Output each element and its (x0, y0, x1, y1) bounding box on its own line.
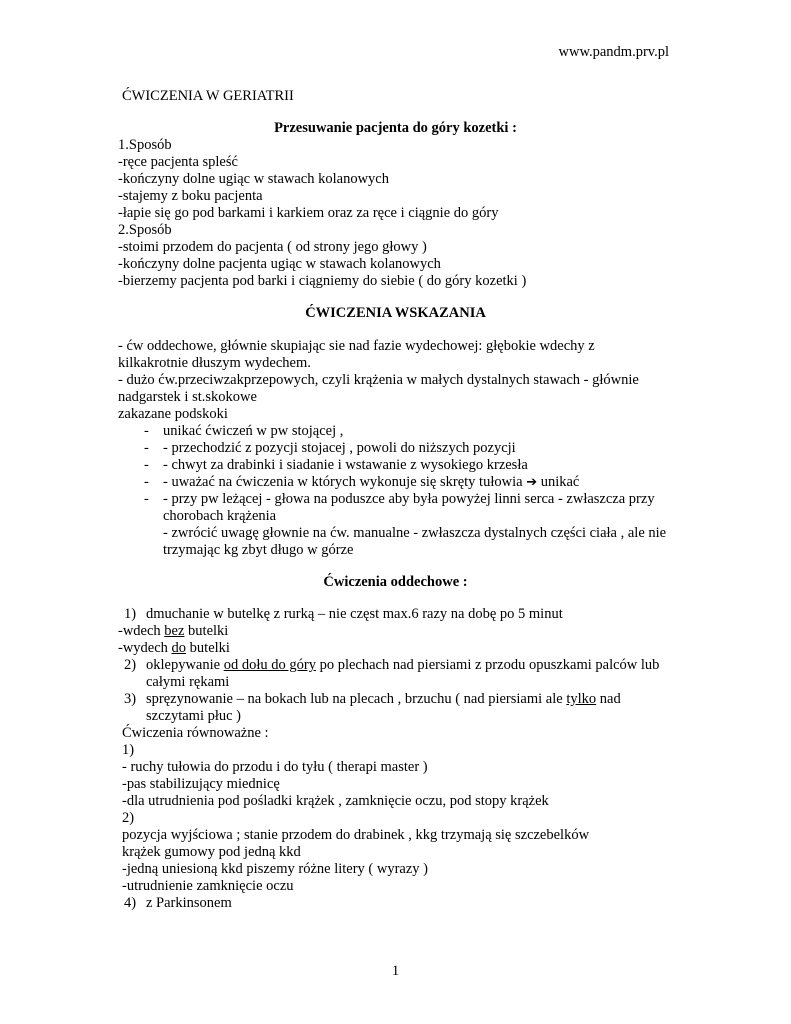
section-heading-moving-patient: Przesuwanie pacjenta do góry kozetki : (274, 120, 517, 136)
list-number: 2) (122, 810, 135, 826)
list-item (146, 691, 621, 708)
bullet-mark: - (144, 474, 149, 490)
list-number: 3) (124, 691, 137, 707)
text-span: nad (596, 691, 621, 707)
page-number: 1 (391, 963, 400, 979)
text-line: pozycja wyjściowa ; stanie przodem do drabinek , kkg trzymają się szczebelków (122, 827, 590, 843)
text-line: -stajemy z boku pacjenta (118, 188, 263, 204)
text-line: - ruchy tułowia do przodu i do tyłu ( therapi master ) (122, 759, 428, 775)
list-item-continuation: szczytami płuc ) (146, 708, 242, 724)
text-line: -utrudnienie zamknięcie oczu (122, 878, 294, 894)
text-line: -łapie się go pod barkami i karkiem oraz za ręce i ciągnie do góry (118, 205, 499, 221)
right-arrow-icon: ➔ (526, 475, 538, 490)
text-span: po plechach nad piersiami z przodu opuszkami palców lub (315, 657, 660, 673)
text-line: zakazane podskoki (118, 406, 228, 422)
list-item (118, 640, 230, 657)
text-line: kilkakrotnie dłuszym wydechem. (118, 355, 311, 371)
text-line: -stoimi przodem do pacjenta ( od strony jego głowy ) (118, 239, 427, 255)
text-line: -pas stabilizujący miednicę (122, 776, 280, 792)
bullet-item-continuation: - zwrócić uwagę głownie na ćw. manualne - zwłaszcza dystalnych części ciała , ale nie (163, 525, 667, 541)
bullet-item: - przy pw leżącej - głowa na poduszce aby była powyżej linni serca - zwłaszcza przy (163, 491, 655, 507)
underlined-text: od dołu do góry (223, 657, 316, 673)
text-span: butelki (184, 623, 229, 639)
list-number: 1) (124, 606, 137, 622)
text-line: -bierzemy pacjenta pod barki i ciągniemy do siebie ( do góry kozetki ) (118, 273, 527, 289)
underlined-text: bez (164, 623, 185, 639)
bullet-mark: - (144, 423, 149, 439)
bullet-item-text: - uważać na ćwiczenia w których wykonuje się skręty tułowia (163, 474, 523, 490)
section-heading-breathing: Ćwiczenia oddechowe : (323, 574, 468, 590)
bullet-item: unikać ćwiczeń w pw stojącej , (163, 423, 344, 439)
balance-title: Ćwiczenia równoważne : (122, 725, 269, 741)
text-span: oklepywanie (146, 657, 224, 673)
text-line: -jedną uniesioną kkd piszemy różne litery ( wyrazy ) (122, 861, 429, 877)
bullet-item-tail: unikać (537, 474, 580, 490)
text-span: -wdech (118, 623, 165, 639)
text-line: - ćw oddechowe, głównie skupiając sie nad fazie wydechowej: głębokie wdechy z (118, 338, 595, 354)
text-line: -ręce pacjenta spleść (118, 154, 238, 170)
bullet-item-continuation: trzymając kg zbyt długo w górze (163, 542, 354, 558)
bullet-item (163, 474, 579, 491)
underlined-text: tylko (566, 691, 597, 707)
list-item: dmuchanie w butelkę z rurką – nie częst max.6 razy na dobę po 5 minut (146, 606, 563, 622)
text-line: 1.Sposób (118, 137, 172, 153)
document-title: ĆWICZENIA W GERIATRII (122, 88, 294, 104)
text-line: -kończyny dolne pacjenta ugiąc w stawach kolanowych (118, 256, 441, 272)
text-line: 2.Sposób (118, 222, 172, 238)
list-number: 2) (124, 657, 137, 673)
list-item-continuation: całymi rękami (146, 674, 230, 690)
text-line: -dla utrudnienia pod pośladki krążek , zamknięcie oczu, pod stopy krążek (122, 793, 549, 809)
section-heading-indications: ĆWICZENIA WSKAZANIA (305, 305, 486, 321)
list-item: z Parkinsonem (146, 895, 232, 911)
text-line: -kończyny dolne ugiąc w stawach kolanowych (118, 171, 389, 187)
list-item (146, 657, 659, 674)
list-number: 1) (122, 742, 135, 758)
list-number: 4) (124, 895, 137, 911)
bullet-mark: - (144, 440, 149, 456)
text-line: - dużo ćw.przeciwzakprzepowych, czyli krążenia w małych dystalnych stawach - głównie (118, 372, 639, 388)
bullet-mark: - (144, 457, 149, 473)
header-url: www.pandm.prv.pl (558, 44, 669, 60)
text-line: nadgarstek i st.skokowe (118, 389, 257, 405)
bullet-mark: - (144, 491, 149, 507)
list-item (118, 623, 228, 640)
bullet-item: - chwyt za drabinki i siadanie i wstawanie z wysokiego krzesła (163, 457, 528, 473)
text-span: -wydech (118, 640, 172, 656)
text-line: krążek gumowy pod jedną kkd (122, 844, 301, 860)
bullet-item: - przechodzić z pozycji stojacej , powoli do niższych pozycji (163, 440, 516, 456)
underlined-text: do (171, 640, 187, 656)
text-span: butelki (186, 640, 230, 656)
text-span: spręzynowanie – na bokach lub na plecach , brzuchu ( nad piersiami ale (146, 691, 567, 707)
bullet-item-continuation: chorobach krążenia (163, 508, 277, 524)
